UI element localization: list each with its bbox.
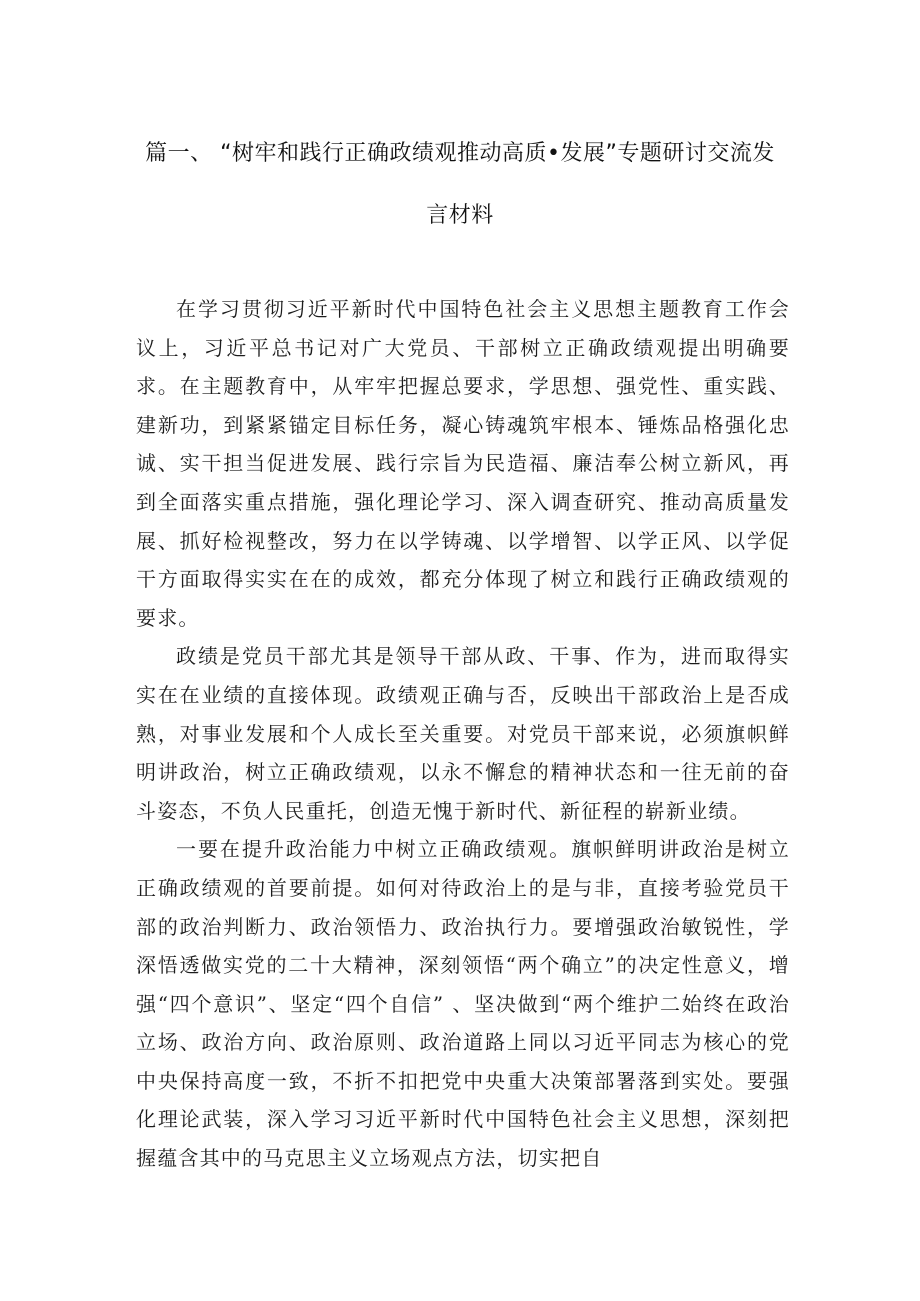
paragraph-3: 一要在提升政治能力中树立正确政绩观。旗帜鲜明讲政治是树立正确政绩观的首要前提。如何对待政治上的是与非，直接考验党员干部的政治判断力、政治领悟力、政治执行力。要增强政治敏锐性，学深悟透做实党的二十大精神，深刻领悟“两个确立”的决定性意义，增强“四个意识”、坚定“四个自信” 、坚决做到“两个维护二始终在政治立场、政治方向、政治原则、政治道路上同以习近平同志为核心的党中央保持高度一致，不折不扣把党中央重大决策部署落到实处。要强化理论武装，深入学习习近平新时代中国特色社会主义思想，深刻把握蕴含其中的马克思主义立场观点方法，切实把自 [136, 837, 790, 1171]
document-body [136, 290, 790, 1178]
paragraph-2: 政绩是党员干部尤其是领导干部从政、干事、作为，进而取得实实在在业绩的直接体现。政绩观正确与否，反映出干部政治上是否成熟，对事业发展和个人成长至关重要。对党员干部来说，必须旗帜鲜明讲政治，树立正确政绩观，以永不懈怠的精神状态和一往无前的奋斗姿态，不负人民重托，创造无愧于新时代、新征程的崭新业绩。 [136, 644, 790, 823]
paragraph-1: 在学习贯彻习近平新时代中国特色社会主义思想主题教育工作会议上，习近平总书记对广大党员、干部树立正确政绩观提出明确要求。在主题教育中，从牢牢把握总要求，学思想、强党性、重实践、建新功，到紧紧锚定目标任务，凝心铸魂筑牢根本、锤炼品格强化忠诚、实干担当促进发展、践行宗旨为民造福、廉洁奉公树立新风，再到全面落实重点措施，强化理论学习、深入调查研究、推动高质量发展、抓好检视整改，努力在以学铸魂、以学增智、以学正风、以学促干方面取得实实在在的成效，都充分体现了树立和践行正确政绩观的要求。 [136, 297, 790, 630]
document-title-line-1: 篇一、 “树牢和践行正确政绩观推动高质•发展”专题研讨交流发 [145, 141, 775, 166]
document-title-line-2: 言材料 [426, 203, 494, 228]
